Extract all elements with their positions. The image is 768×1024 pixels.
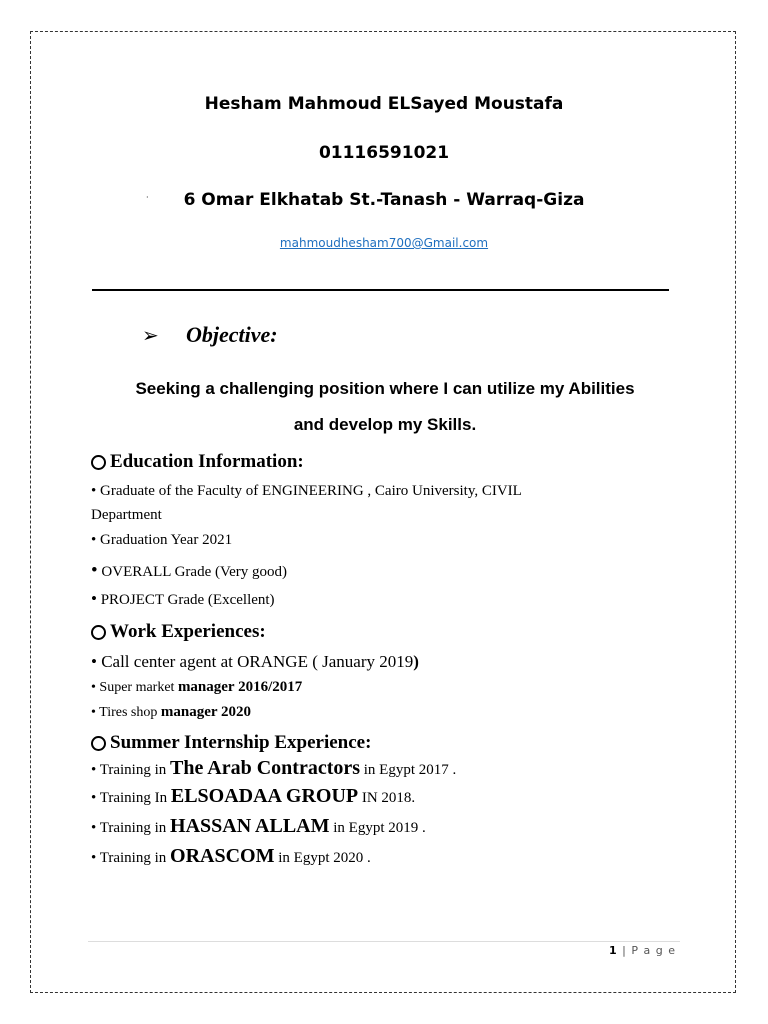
work-heading: [91, 621, 266, 643]
education-item-2: • Graduation Year 2021: [91, 532, 233, 548]
work-item-3-bold: manager 2020: [160, 704, 252, 720]
bullet: •: [91, 560, 98, 581]
company-name: ORASCOM: [170, 845, 275, 867]
footer-divider: [88, 941, 680, 942]
objective-text: [90, 371, 680, 443]
work-title: Work Experiences:: [110, 621, 266, 642]
work-item-3-text: • Tires shop: [91, 705, 161, 720]
circle-bullet-icon: [91, 455, 106, 470]
phone-number: 01116591021: [318, 143, 450, 163]
work-item-2-bold: manager 2016/2017: [177, 679, 303, 695]
education-item-3: [91, 560, 287, 582]
circle-bullet-icon: [91, 625, 106, 640]
internship-item-suffix: in Egypt 2019 .: [329, 820, 426, 836]
internship-item-prefix: • Training in: [91, 762, 171, 778]
internship-item-suffix: in Egypt 2020 .: [274, 850, 371, 866]
company-name: HASSAN ALLAM: [170, 815, 330, 837]
email-link[interactable]: mahmoudhesham700@Gmail.com: [279, 236, 489, 250]
education-item-4-text: PROJECT Grade (Excellent): [96, 592, 275, 608]
bullet: •: [91, 589, 97, 608]
work-item-2: [91, 679, 302, 696]
candidate-name: Hesham Mahmoud ELSayed Moustafa: [204, 94, 564, 114]
internship-item-prefix: • Training in: [91, 820, 171, 836]
internship-heading: [91, 732, 371, 754]
page-footer: [609, 944, 676, 957]
internship-item-1: [91, 757, 456, 780]
internship-title: Summer Internship Experience:: [110, 732, 372, 753]
internship-item-suffix: in Egypt 2017 .: [360, 762, 457, 778]
internship-item-3: [91, 815, 426, 838]
education-item-1b: Department: [91, 507, 162, 523]
page-number: 1: [609, 944, 618, 957]
work-item-1-paren: ): [413, 652, 419, 671]
internship-item-suffix: IN 2018.: [358, 790, 416, 806]
work-item-2-text: • Super market: [91, 680, 178, 695]
education-item-3-text: OVERALL Grade (Very good): [97, 564, 288, 580]
education-title: Education Information:: [110, 451, 304, 472]
internship-item-prefix: • Training In: [91, 790, 171, 806]
work-item-1-text: • Call center agent at ORANGE ( January 2019: [91, 652, 414, 671]
education-heading: [91, 451, 304, 473]
company-name: ELSOADAA GROUP: [170, 785, 359, 807]
education-item-1a: • Graduate of the Faculty of ENGINEERING , Cairo University, CIVIL: [91, 483, 522, 499]
circle-bullet-icon: [91, 736, 106, 751]
header-divider: [92, 289, 669, 291]
work-item-3: [91, 704, 251, 721]
objective-line-1: Seeking a challenging position where I can utilize my Abilities: [135, 379, 635, 398]
work-item-1: [91, 652, 419, 672]
objective-heading: Objective:: [186, 322, 278, 347]
page-label: P a g e: [631, 944, 676, 957]
internship-item-prefix: • Training in: [91, 850, 171, 866]
address: 6 Omar Elkhatab St.-Tanash - Warraq-Giza: [183, 190, 585, 210]
arrow-bullet-icon: ➢: [142, 323, 159, 347]
footer-separator: |: [617, 944, 632, 957]
company-name: The Arab Contractors: [170, 757, 361, 779]
internship-item-4: [91, 845, 371, 868]
internship-item-2: [91, 785, 415, 808]
stray-dot: ·: [146, 193, 149, 202]
objective-line-2: and develop my Skills.: [293, 415, 477, 434]
education-item-4: [91, 589, 275, 609]
